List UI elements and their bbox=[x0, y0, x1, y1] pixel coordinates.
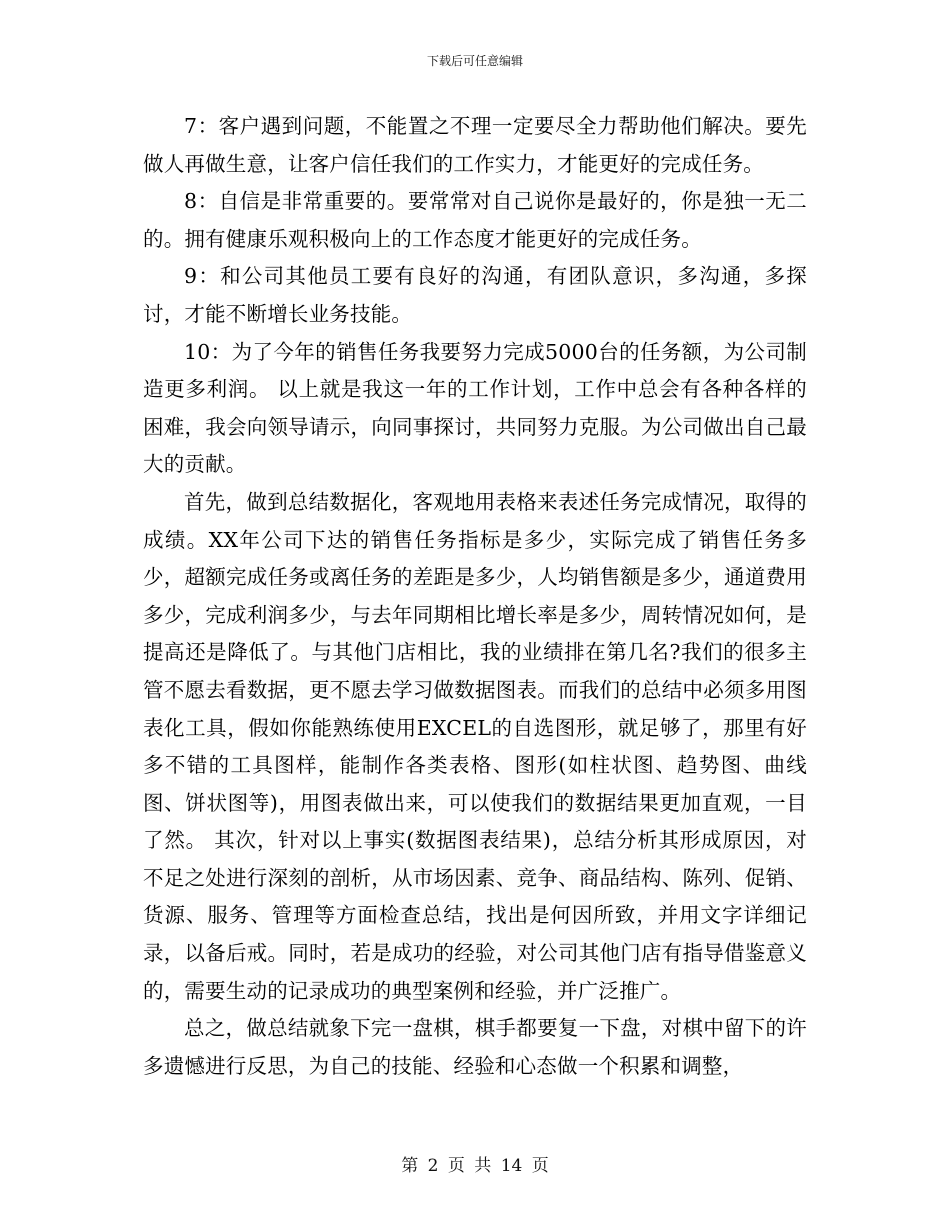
paragraph-conclusion: 总之，做总结就象下完一盘棋，棋手都要复一下盘，对棋中留下的许多遗憾进行反思，为自己的技能、经验和心态做一个积累和调整， bbox=[143, 1016, 807, 1078]
paragraph-summary-method: 首先，做到总结数据化，客观地用表格来表述任务完成情况，取得的成绩。XX年公司下达的销售任务指标是多少，实际完成了销售任务多少，超额完成任务或离任务的差距是多少，人均销售额是多少，通道费用多少，完成利润多少，与去年同期相比增长率是多少，周转情况如何，是提高还是降低了。与其他门店相比，我的业绩排在第几名?我们的很多主管不愿去看数据，更不愿去学习做数据图表。而我们的总结中必须多用图表化工具，假如你能熟练使用EXCEL的自选图形，就足够了，那里有好多不错的工具图样，能制作各类表格、图形(如柱状图、趋势图、曲线图、饼状图等)，用图表做出来，可以使我们的数据结果更加直观，一目了然。 其次，针对以上事实(数据图表结果)，总结分析其形成原因，对不足之处进行深刻的剖析，从市场因素、竞争、商品结构、陈列、促销、货源、服务、管理等方面检查总结，找出是何因所致，并用文字详细记录，以备后戒。同时，若是成功的经验，对公司其他门店有指导借鉴意义的，需要生动的记录成功的典型案例和经验，并广泛推广。 bbox=[143, 489, 807, 1003]
paragraph-item-7: 7：客户遇到问题，不能置之不理一定要尽全力帮助他们解决。要先做人再做生意，让客户信任我们的工作实力，才能更好的完成任务。 bbox=[143, 114, 807, 176]
paragraph-item-9: 9：和公司其他员工要有良好的沟通，有团队意识，多沟通，多探讨，才能不断增长业务技能。 bbox=[143, 264, 807, 326]
paragraph-item-8: 8：自信是非常重要的。要常常对自己说你是最好的，你是独一无二的。拥有健康乐观积极向上的工作态度才能更好的完成任务。 bbox=[143, 189, 807, 251]
page-header: 下载后可任意编辑 bbox=[426, 54, 523, 68]
paragraph-item-10: 10：为了今年的销售任务我要努力完成5000台的任务额，为公司制造更多利润。 以上就是我这一年的工作计划，工作中总会有各种各样的困难，我会向领导请示，向同事探讨，共同努力克服。为公司做出自己最大的贡献。 bbox=[143, 339, 807, 477]
page-number-footer: 第 2 页 共 14 页 bbox=[401, 1156, 549, 1176]
document-body bbox=[143, 108, 807, 1085]
